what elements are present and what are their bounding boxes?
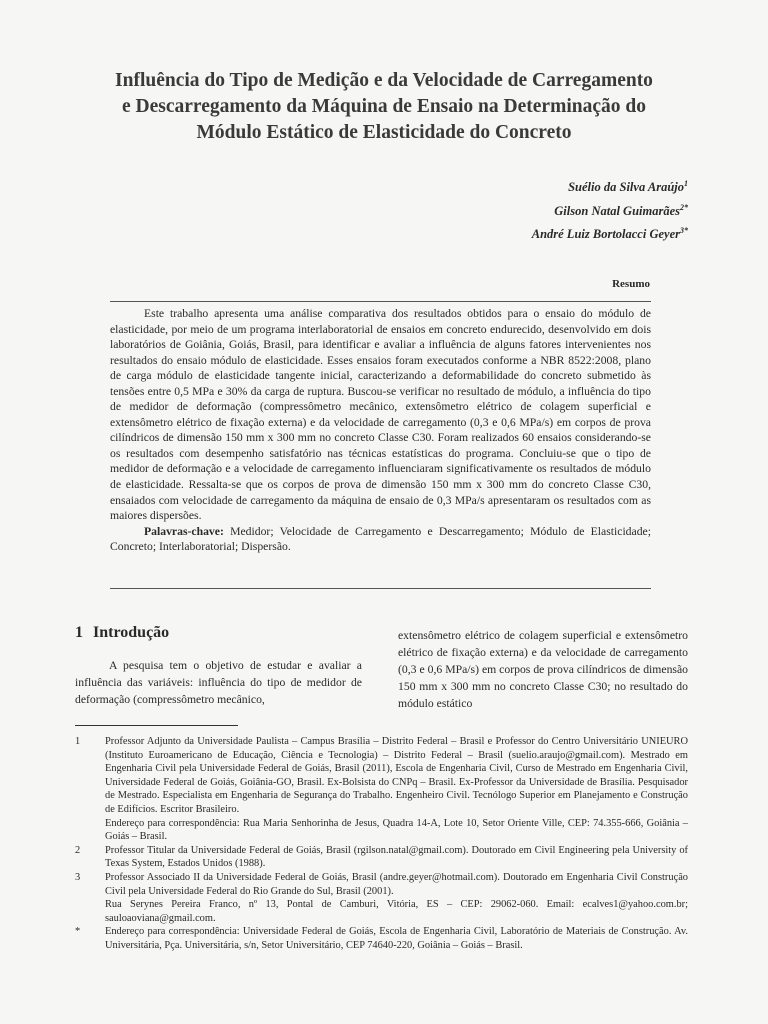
author: Gilson Natal Guimarães$^{2*}$ — [554, 202, 688, 218]
title-line-3: Módulo Estático de Elasticidade do Concreto — [196, 122, 572, 143]
author: André Luiz Bortolacci Geyer$^{3*}$ — [531, 226, 688, 242]
paper-title — [60, 68, 708, 146]
footnote-text: Professor Adjunto da Universidade Paulista – Campus Brasília – Distrito Federal – Brasil e Professor do Centro Universitário UNIEURO (Instituto Euroamericano de Educação, Ciência e Tecnologia) – Distrito Federal – Brasil (suelio.araujo@gmail.com). Mestrado em Engenharia Civil pela Universidade Federal de Goiás, Brasil (2011), Escola de Engenharia Civil, Curso de Mestrado em Engenharia Civil, Universidade Federal de Goiás, Goiânia-GO, Brasil. Ex-Bolsista do CNPq – Brasil. Ex-Professor da Universidade de Brasília. Pesquisador de Mestrado. Especialista em Engenharia de Segurança do Trabalho. Engenheiro Civil. Tecnólogo Superior em Planejamento e Construção de Edifícios. Escritor Brasileiro. — [105, 736, 688, 815]
intro-right-column — [398, 627, 688, 712]
footnote-text: Rua Serynes Pereira Franco, nº 13, Pontal de Camburi, Vitória, ES – CEP: 29062-060. Email: ecalves1@yahoo.com.br; sauloaoviana@gmail.com. — [105, 899, 688, 924]
footnote-text: Endereço para correspondência: Universidade Federal de Goiás, Escola de Engenharia Civil, Laboratório de Materiais de Construção. Av. Universitária, Pça. Universitária, s/n, Setor Universitário, CEP 74640-220, Goiânia – Goiás – Brasil. — [105, 926, 688, 951]
title-line-1: Influência do Tipo de Medição e da Velocidade de Carregamento — [115, 70, 653, 91]
footnote-text: Endereço para correspondência: Rua Maria Senhorinha de Jesus, Quadra 14-A, Lote 10, Setor Oriente Ville, CEP: 74.355-666, Goiânia – Goiás – Brasil. — [105, 817, 688, 843]
footnote — [75, 735, 688, 844]
author: Suélio da Silva Araújo$^1$ — [568, 179, 688, 195]
footnote-mark: 2 — [75, 844, 81, 856]
title-line-2: e Descarregamento da Máquina de Ensaio na Determinação do — [122, 96, 646, 117]
abstract-keywords — [110, 524, 651, 555]
footnote-mark: 1 — [75, 736, 81, 747]
intro-paragraph: A pesquisa tem o objetivo de estudar e avaliar a influência das variáveis: influência do tipo de medidor de deformação (compressômetro mecânico, — [75, 659, 362, 706]
author-list — [532, 174, 688, 245]
section-heading — [75, 624, 169, 642]
abstract-top-rule — [110, 301, 651, 302]
footnotes — [75, 735, 688, 953]
abstract — [110, 306, 651, 555]
intro-left-column — [75, 657, 362, 708]
keywords-text: Medidor; Velocidade de Carregamento e Descarregamento; Módulo de Elasticidade; Concreto; Interlaboratorial; Dispersão. — [110, 524, 651, 554]
footnote-text: Professor Associado II da Universidade Federal de Goiás, Brasil (andre.geyer@hotmail.com). Doutorado em Engenharia Civil Construção Civil pela Universidade Federal do Rio Grande do Sul, Brasil (2001). — [105, 871, 688, 897]
abstract-body: Este trabalho apresenta uma análise comparativa dos resultados obtidos para o ensaio do módulo de elasticidade, por meio de um programa interlaboratorial de ensaios em concreto endurecido, desenvolvido em dois laboratórios de Goiânia, Goiás, Brasil, para identificar e avaliar a influência de alguns fatores intervenientes nos resultados do ensaio módulo de elasticidade. Esses ensaios foram executados conforme a NBR 8522:2008, plano de carga módulo de elasticidade tangente inicial, caracterizando a deformabilidade do concreto submetido às tensões entre 0,5 MPa e 30% da carga de ruptura. Buscou-se verificar no resultado de módulo, a influência do tipo de medidor de deformação (compressômetro mecânico, extensômetro elétrico de colagem superficial e extensômetro elétrico de fixação externa) e da velocidade de carregamento (0,3 e 0,6 MPa/s) em corpos de prova cilíndricos de dimensão 150 mm x 300 mm no concreto Classe C30. Foram realizados 60 ensaios considerando-se os resultados com desempenho satisfatório nas técnicas estatísticas do programa. Concluiu-se que o tipo de medidor de deformação e a velocidade de carregamento influenciaram significativamente os resultados de módulo de elasticidade. Ressalta-se que os corpos de prova de dimensão 150 mm x 300 mm do concreto Classe C30, ensaiados com velocidade de carregamento da máquina de ensaio de 0,3 MPa/s apresentaram os resultados com as maiores dispersões. — [110, 307, 651, 523]
footnote-mark: * — [75, 926, 81, 938]
abstract-bottom-rule — [110, 588, 651, 589]
abstract-heading: Resumo — [612, 278, 650, 290]
footnote — [75, 844, 688, 871]
section-number: 1 — [75, 624, 83, 641]
section-title: Introdução — [93, 624, 170, 641]
footnote-rule — [75, 725, 238, 726]
footnote-mark: 3 — [75, 871, 81, 883]
intro-paragraph-continued: extensômetro elétrico de colagem superficial e extensômetro elétrico de fixação externa) e da velocidade de carregamento (0,3 e 0,6 MPa/s) em corpos de prova cilíndricos de dimensão 150 mm x 300 mm no concreto Classe C30; no resultado do módulo estático — [398, 629, 688, 710]
keywords-label: Palavras-chave: — [144, 524, 224, 538]
footnote — [75, 925, 688, 952]
footnote — [75, 871, 688, 925]
footnote-text: Professor Titular da Universidade Federal de Goiás, Brasil (rgilson.natal@gmail.com). Doutorado em Civil Engineering pela University of Texas System, Estados Unidos (1988). — [105, 844, 688, 870]
